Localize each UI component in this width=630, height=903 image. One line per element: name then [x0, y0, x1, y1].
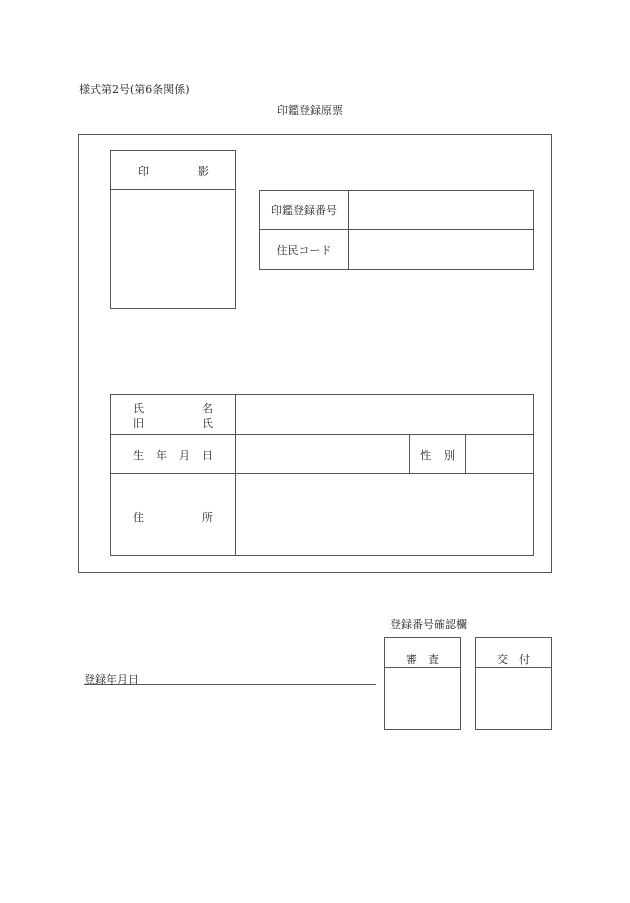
seal-impression-area[interactable] — [111, 190, 235, 308]
seal-header-char-1: 印 — [138, 165, 149, 178]
issue-label — [497, 651, 530, 667]
review-label-char-2: 査 — [428, 653, 439, 666]
form-number: 様式第2号(第6条関係) — [79, 83, 190, 96]
former-name-label-char-1: 旧 — [133, 417, 144, 430]
birthdate-label-char-4: 日 — [202, 449, 213, 462]
birthdate-label-char-2: 年 — [156, 449, 167, 462]
review-stamp-area[interactable] — [385, 668, 460, 729]
registration-number-label: 印鑑登録番号 — [271, 204, 337, 217]
review-label-char-1: 審 — [406, 653, 417, 666]
resident-code-field[interactable] — [349, 230, 533, 269]
birthdate-label — [133, 447, 213, 463]
address-field[interactable] — [236, 474, 533, 555]
confirmation-heading: 登録番号確認欄 — [390, 618, 467, 631]
former-name-label — [133, 415, 213, 431]
name-label-char-1: 氏 — [133, 402, 144, 415]
name-field[interactable] — [236, 395, 533, 434]
former-name-label-char-2: 氏 — [202, 417, 213, 430]
issue-label-char-2: 付 — [519, 653, 530, 666]
address-label-char-1: 住 — [133, 511, 144, 524]
registration-date-line[interactable] — [84, 684, 376, 685]
birthdate-field[interactable] — [236, 435, 409, 473]
sex-field[interactable] — [466, 435, 533, 473]
sex-label-left-divider — [409, 434, 410, 473]
birthdate-label-char-3: 月 — [179, 449, 190, 462]
birthdate-label-char-1: 生 — [133, 449, 144, 462]
sex-label — [420, 447, 455, 463]
issue-stamp-area[interactable] — [476, 668, 551, 729]
name-label-char-2: 名 — [202, 402, 213, 415]
review-label — [406, 651, 439, 667]
registration-number-field[interactable] — [349, 191, 533, 229]
issue-label-char-1: 交 — [497, 653, 508, 666]
registration-date-label: 登録年月日 — [84, 673, 139, 686]
address-label-char-2: 所 — [202, 511, 213, 524]
sex-label-char-2: 別 — [444, 449, 455, 462]
address-label — [133, 509, 213, 525]
resident-code-label: 住民コード — [276, 243, 332, 257]
seal-header-char-2: 影 — [198, 165, 209, 178]
form-title: 印鑑登録原票 — [277, 104, 343, 117]
name-label — [133, 400, 213, 416]
sex-label-char-1: 性 — [420, 449, 431, 462]
